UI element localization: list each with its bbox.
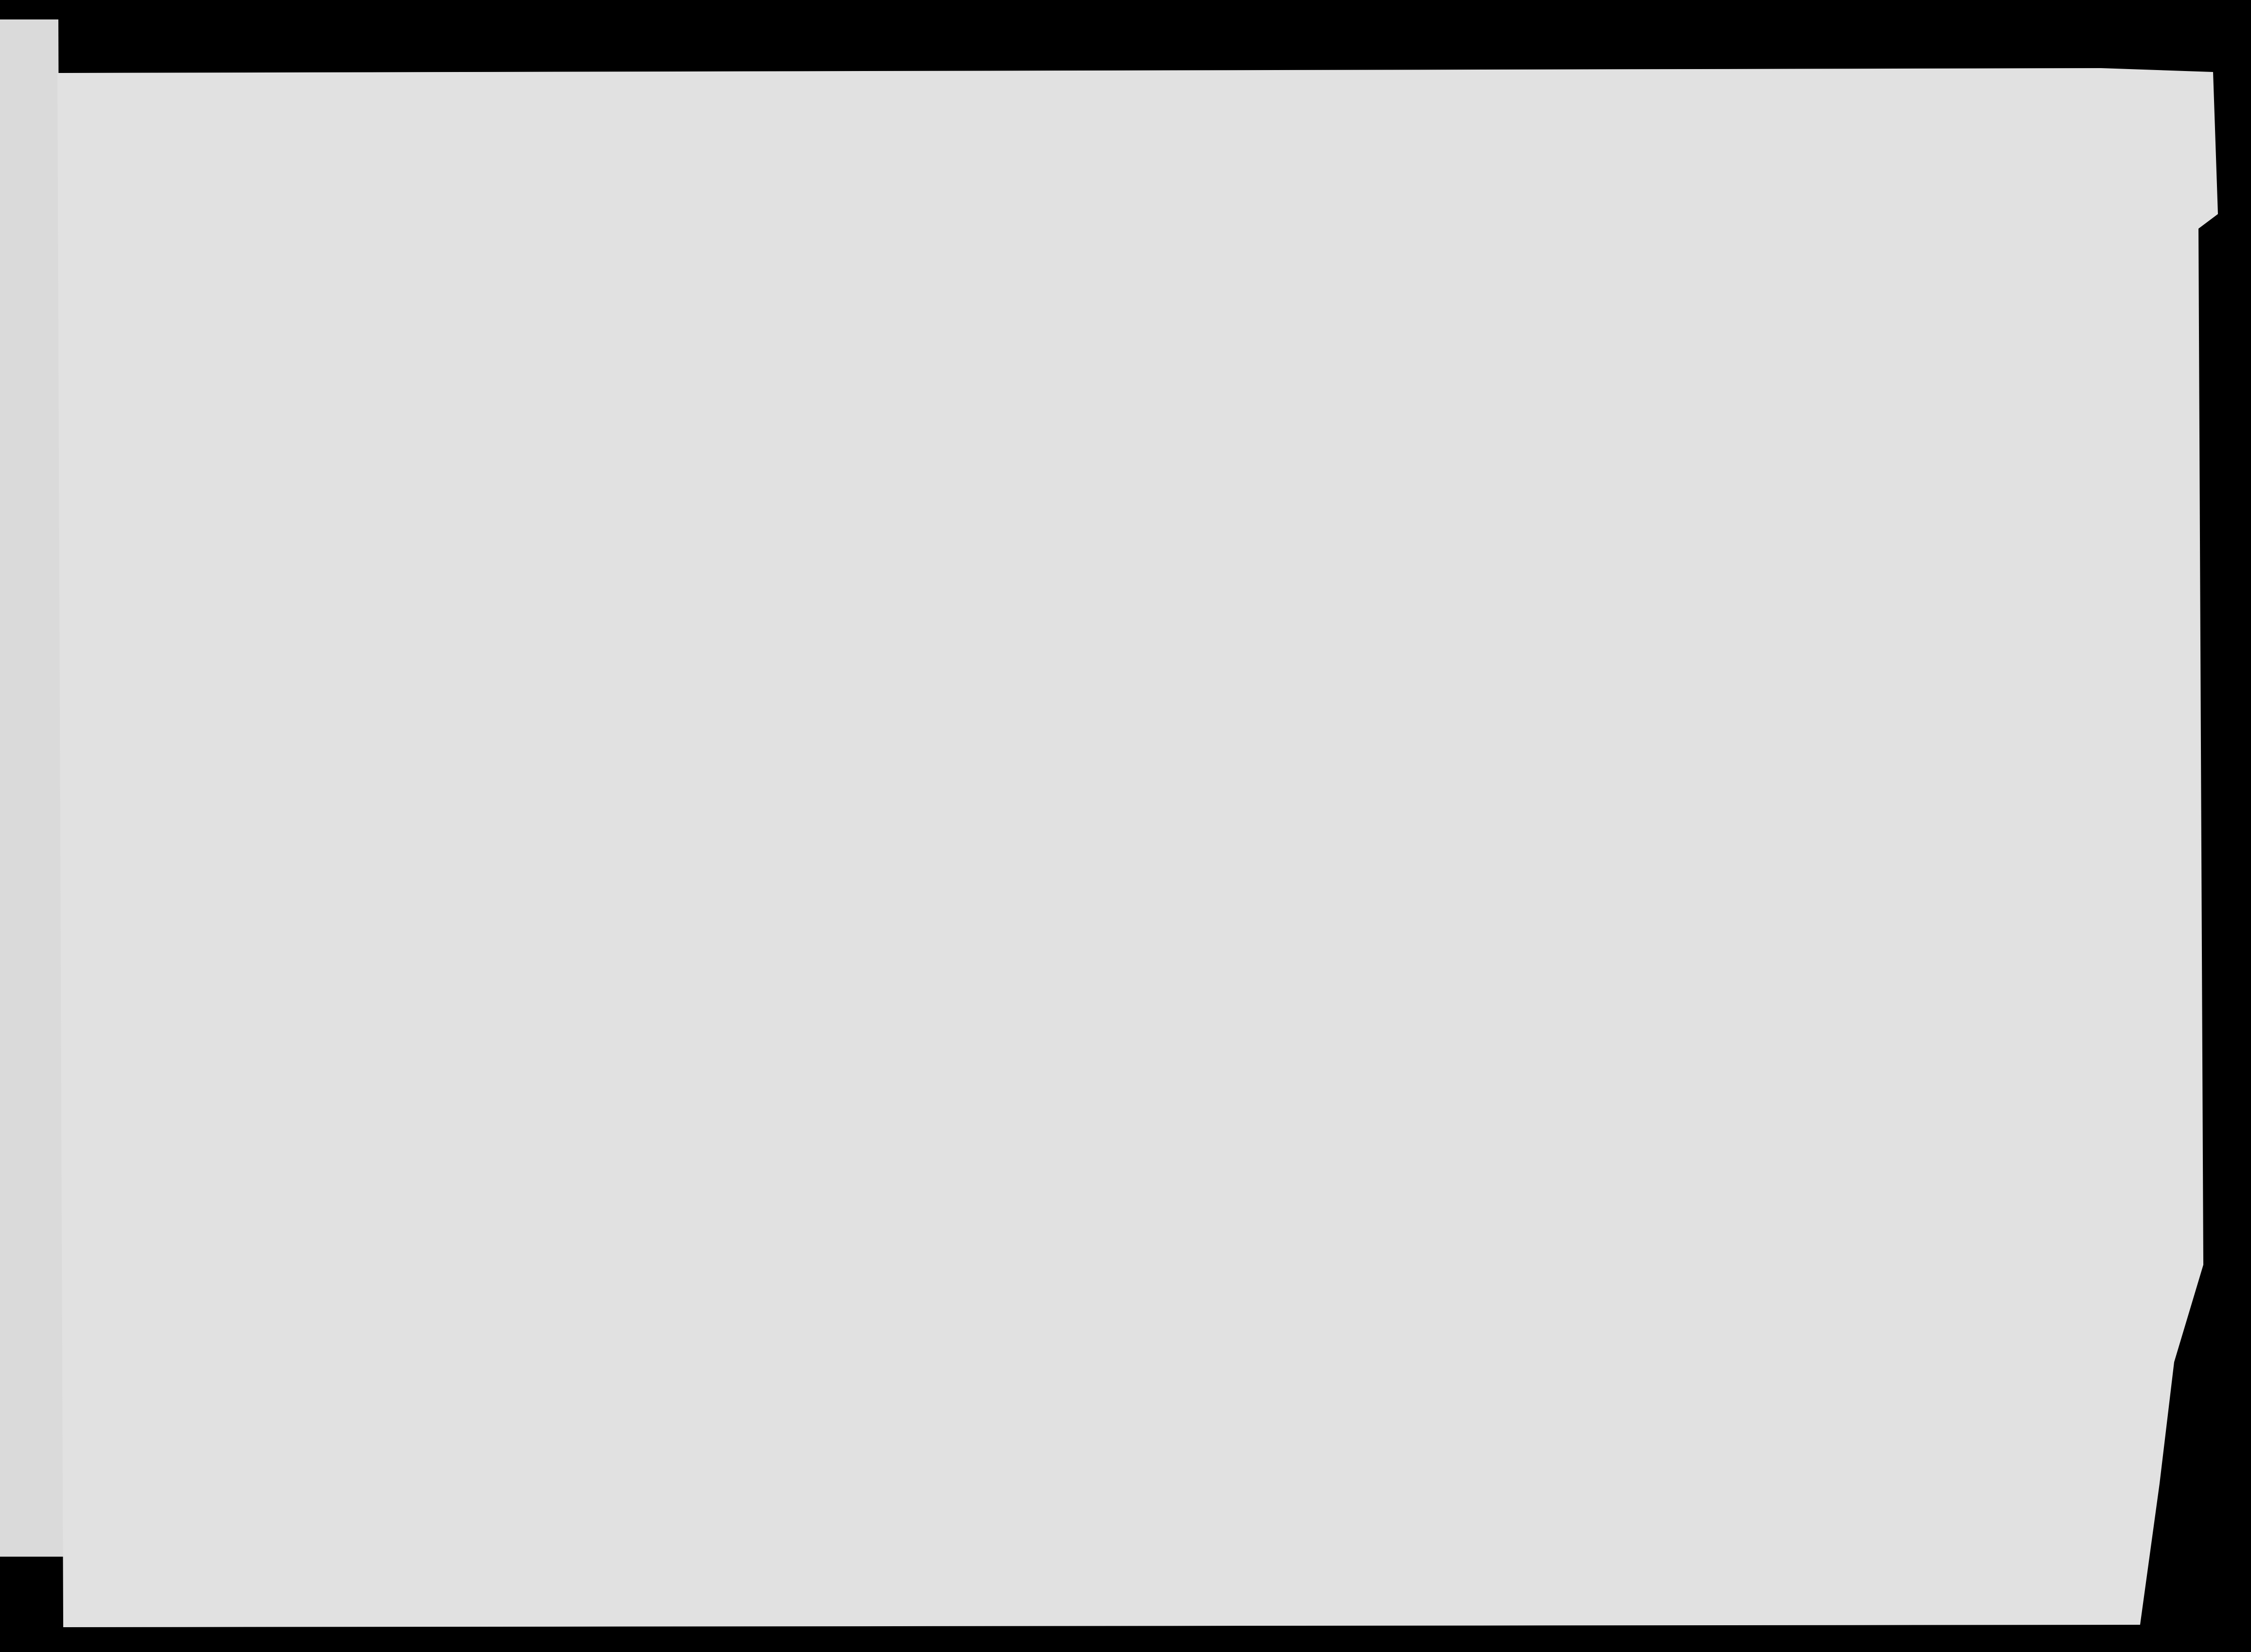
left-fold-strip [0, 19, 63, 1557]
paper [57, 68, 2218, 1627]
